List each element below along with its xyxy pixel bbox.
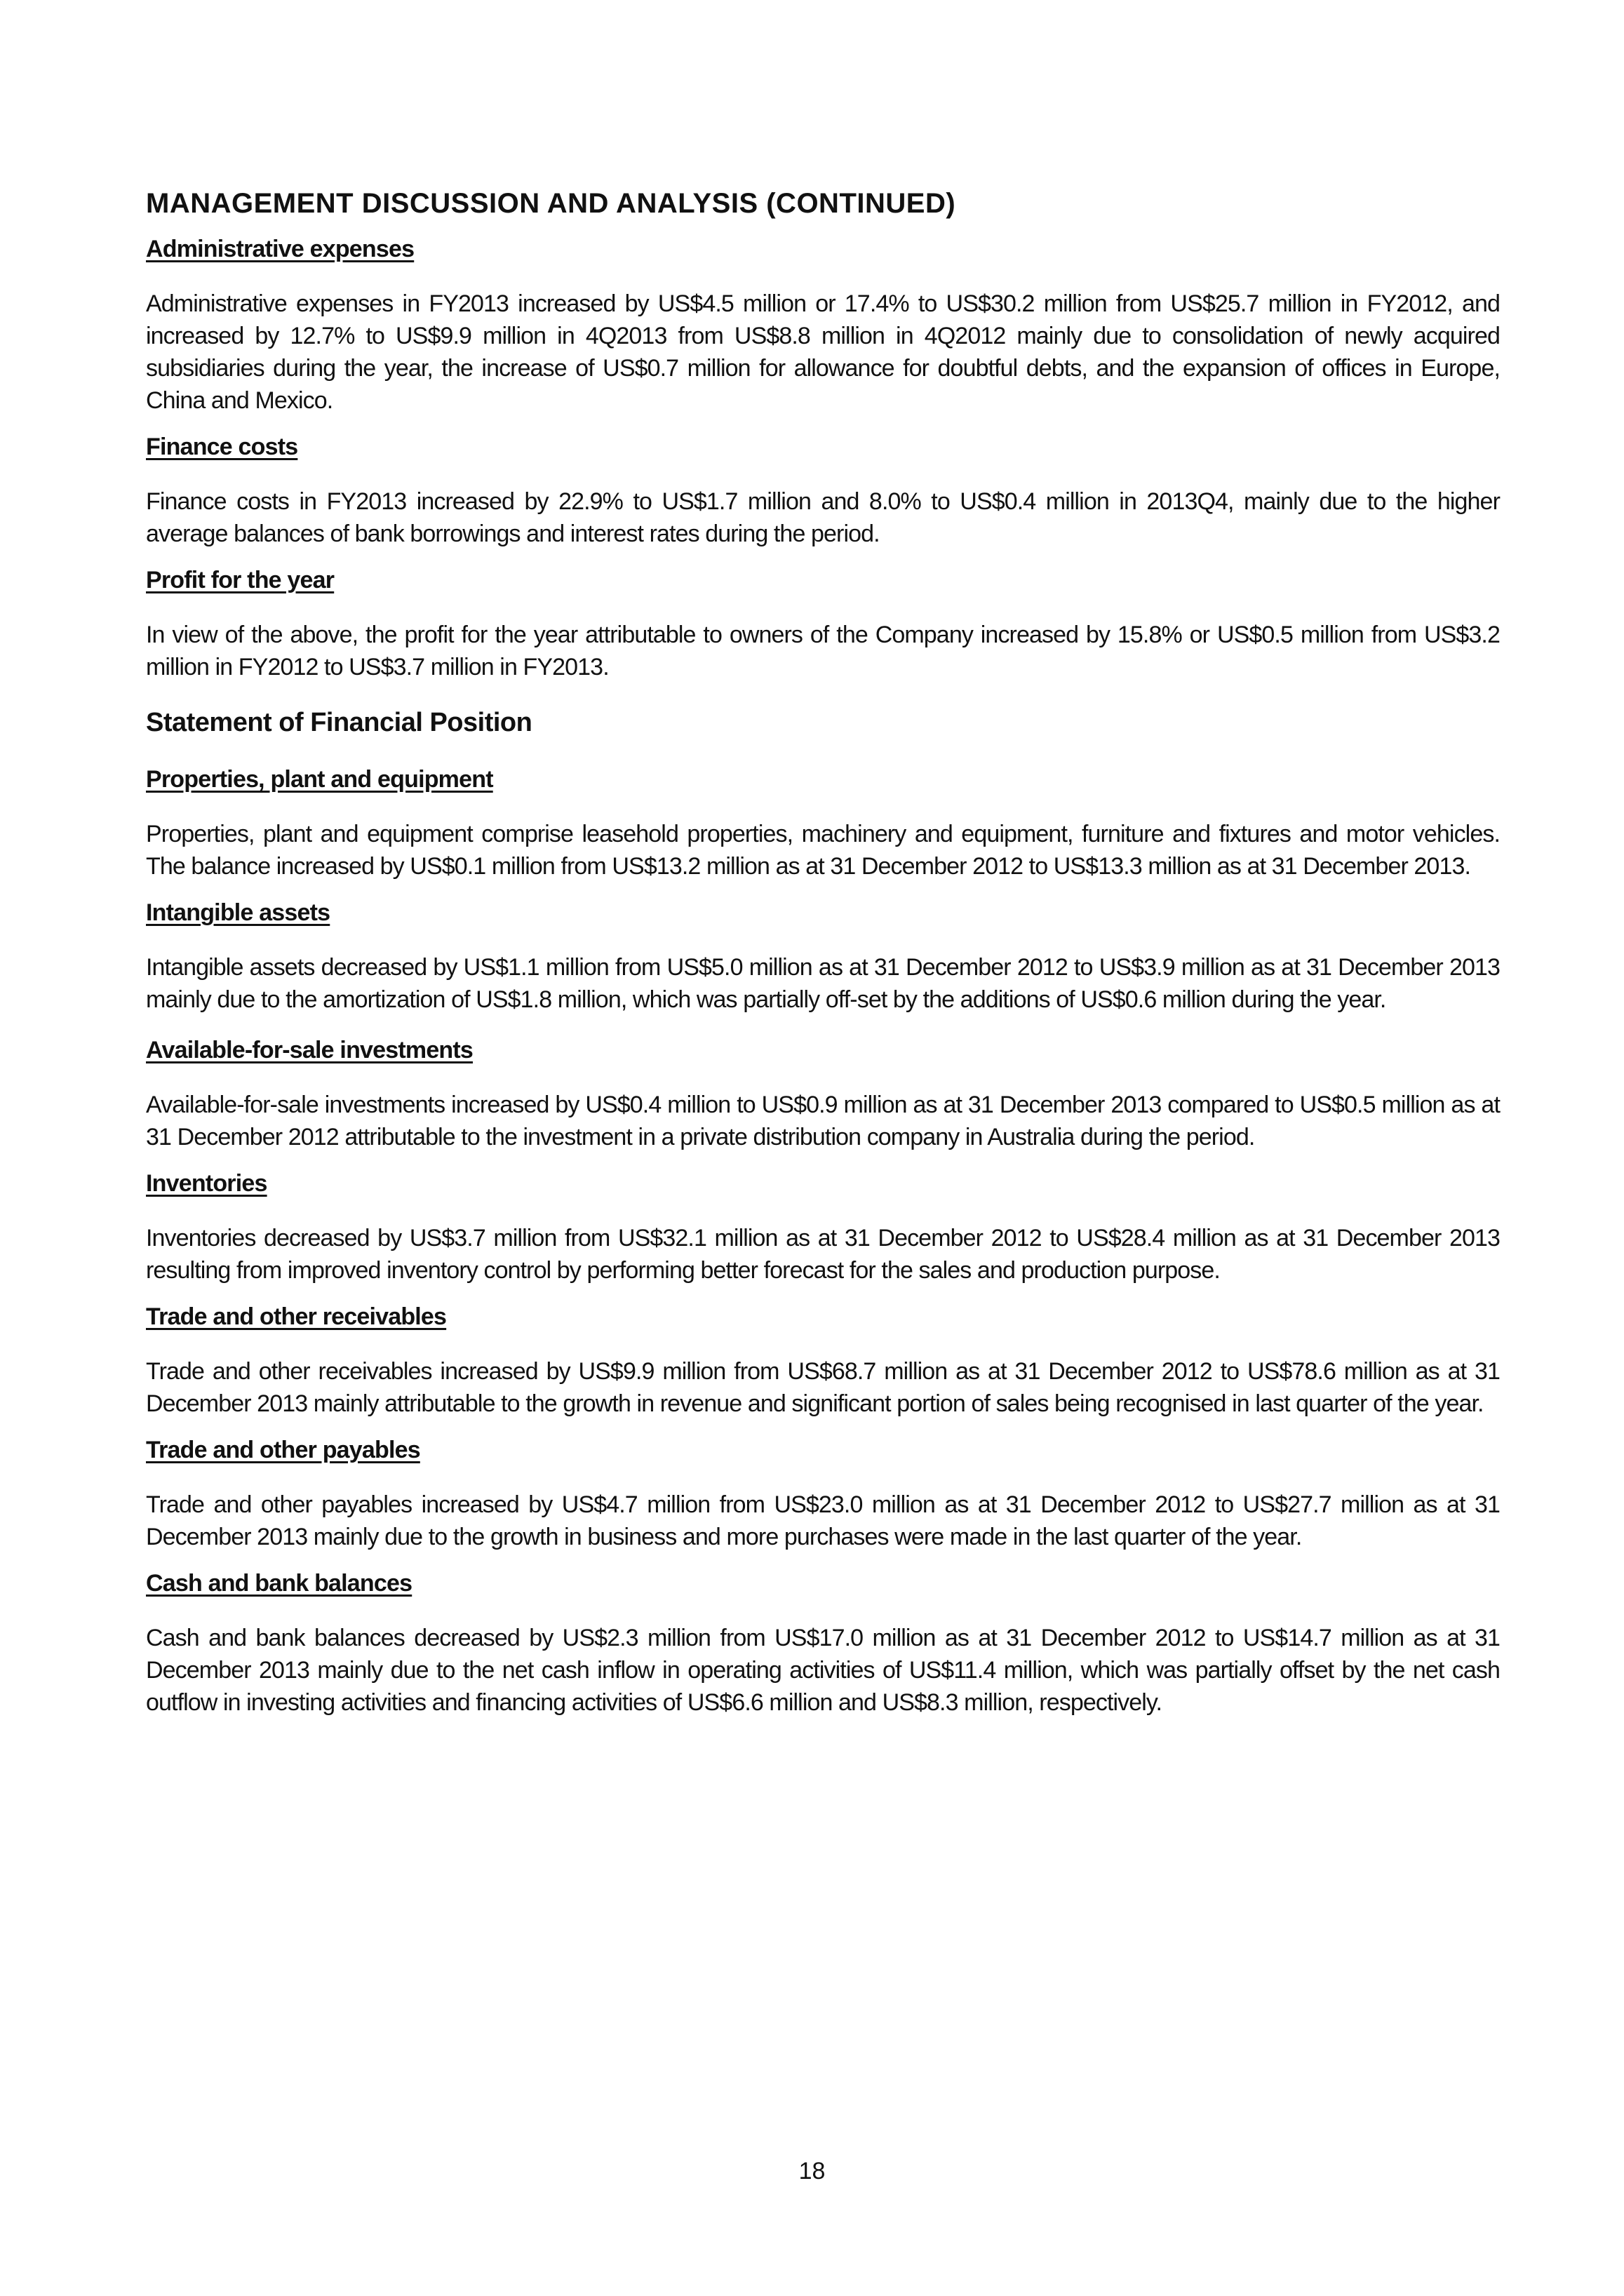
section-administrative-expenses — [146, 234, 1500, 417]
section-properties-plant-equipment — [146, 765, 1500, 882]
heading-cash-bank-balances: Cash and bank balances — [146, 1570, 412, 1597]
page-number: 18 — [798, 2158, 826, 2184]
section-available-for-sale-investments — [146, 1035, 1500, 1153]
section-cash-bank-balances — [146, 1569, 1500, 1719]
heading-inventories: Inventories — [146, 1170, 267, 1197]
heading-profit-for-the-year: Profit for the year — [146, 567, 335, 593]
section-trade-payables — [146, 1435, 1500, 1553]
section-finance-costs — [146, 432, 1500, 550]
section-title-financial-position: Statement of Financial Position — [146, 708, 532, 737]
paragraph-properties-plant-equipment: Properties, plant and equipment comprise leasehold properties, machinery and equipment, furniture and fixtures and motor vehicles. The balance increased by US$0.1 million from US$13.2 million as at 31 December 2012 to US$13.3 million as at 31 December 2013. — [146, 821, 1500, 880]
paragraph-cash-bank-balances: Cash and bank balances decreased by US$2.3 million from US$17.0 million as at 31 December 2012 to US$14.7 million as at 31 December 2013 mainly due to the net cash inflow in operating activities of US$11.4 million, which was partially offset by the net cash outflow in investing activities and financing activities of US$6.6 million and US$8.3 million, respectively. — [146, 1625, 1500, 1716]
page-title: MANAGEMENT DISCUSSION AND ANALYSIS (CONTINUED) — [146, 188, 956, 219]
paragraph-trade-payables: Trade and other payables increased by US$4.7 million from US$23.0 million as at 31 December 2012 to US$27.7 million as at 31 December 2013 mainly due to the growth in business and more purchases were made in the last quarter of the year. — [146, 1491, 1500, 1550]
heading-available-for-sale-investments: Available-for-sale investments — [146, 1037, 474, 1063]
section-inventories — [146, 1169, 1500, 1287]
document-page — [146, 187, 1500, 1734]
heading-finance-costs: Finance costs — [146, 434, 298, 460]
paragraph-administrative-expenses: Administrative expenses in FY2013 increased by US$4.5 million or 17.4% to US$30.2 million from US$25.7 million in FY2012, and increased by 12.7% to US$9.9 million in 4Q2013 from US$8.8 million in 4Q2012 mainly due to consolidation of newly acquired subsidiaries during the year, the increase of US$0.7 million for allowance for doubtful debts, and the expansion of offices in Europe, China and Mexico. — [146, 290, 1500, 414]
section-profit-for-the-year — [146, 565, 1500, 683]
paragraph-intangible-assets: Intangible assets decreased by US$1.1 million from US$5.0 million as at 31 December 2012 to US$3.9 million as at 31 December 2013 mainly due to the amortization of US$1.8 million, which was partially off-set by the additions of US$0.6 million during the year. — [146, 954, 1500, 1013]
heading-administrative-expenses: Administrative expenses — [146, 236, 415, 262]
section-intangible-assets — [146, 898, 1500, 1016]
paragraph-trade-receivables: Trade and other receivables increased by US$9.9 million from US$68.7 million as at 31 December 2012 to US$78.6 million as at 31 December 2013 mainly attributable to the growth in revenue and significant portion of sales being recognised in last quarter of the year. — [146, 1358, 1500, 1417]
paragraph-inventories: Inventories decreased by US$3.7 million from US$32.1 million as at 31 December 2012 to US$28.4 million as at 31 December 2013 resulting from improved inventory control by performing better forecast for the sales and production purpose. — [146, 1225, 1500, 1284]
paragraph-available-for-sale-investments: Available-for-sale investments increased by US$0.4 million to US$0.9 million as at 31 December 2013 compared to US$0.5 million as at 31 December 2012 attributable to the investment in a private distribution company in Australia during the period. — [146, 1092, 1500, 1150]
paragraph-profit-for-the-year: In view of the above, the profit for the year attributable to owners of the Company increased by 15.8% or US$0.5 million from US$3.2 million in FY2012 to US$3.7 million in FY2013. — [146, 622, 1500, 680]
heading-properties-plant-equipment: Properties, plant and equipment — [146, 766, 493, 793]
paragraph-finance-costs: Finance costs in FY2013 increased by 22.9% to US$1.7 million and 8.0% to US$0.4 million in 2013Q4, mainly due to the higher average balances of bank borrowings and interest rates during the period. — [146, 488, 1500, 547]
heading-trade-receivables: Trade and other receivables — [146, 1303, 447, 1330]
section-trade-receivables — [146, 1302, 1500, 1420]
heading-intangible-assets: Intangible assets — [146, 899, 330, 926]
heading-trade-payables: Trade and other payables — [146, 1437, 420, 1463]
